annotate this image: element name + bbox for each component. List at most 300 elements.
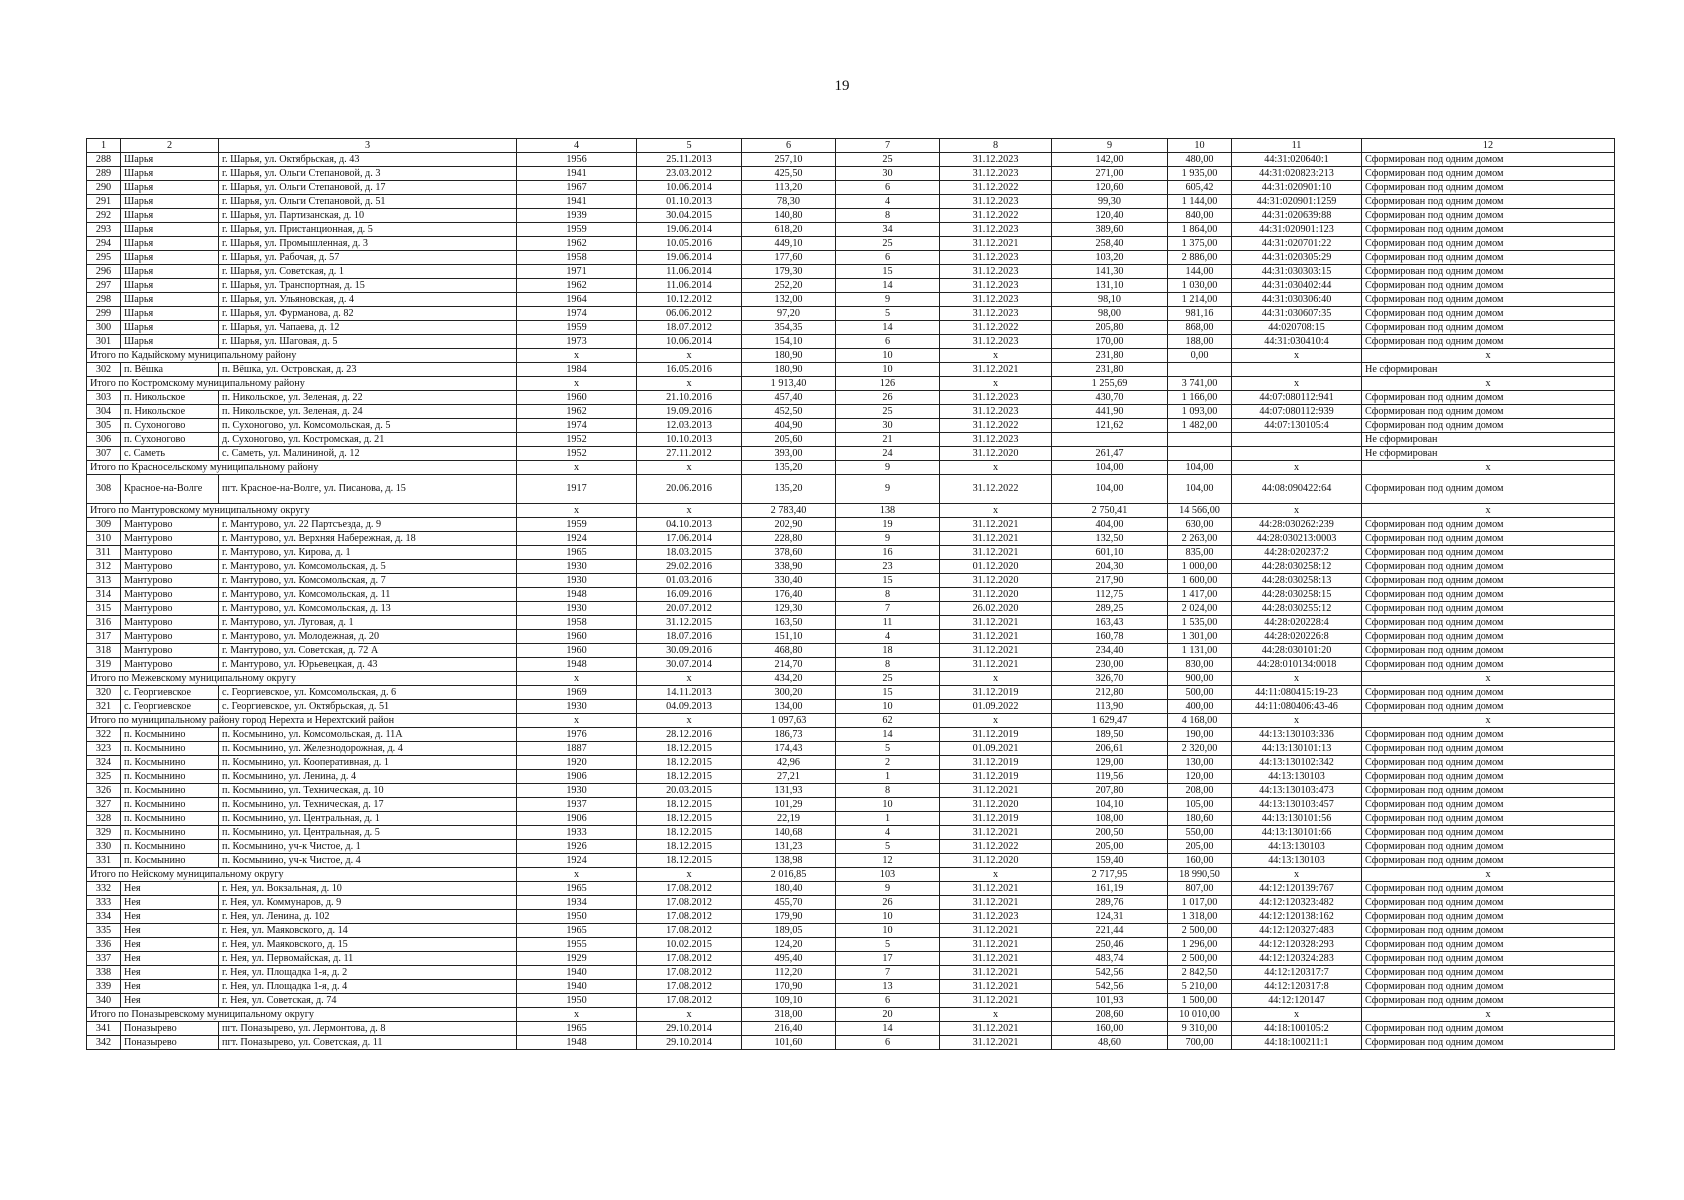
table-row: [87, 1036, 1615, 1050]
cell-recognition-date: 16.05.2016: [637, 363, 742, 377]
cell-row-number: 341: [87, 1022, 121, 1036]
table-row: [87, 938, 1615, 952]
cell-planned-date: 01.09.2021: [940, 742, 1052, 756]
cell-residents: 7: [836, 966, 940, 980]
cell-land-status: Сформирован под одним домом: [1362, 910, 1615, 924]
cell-row-number: 296: [87, 265, 121, 279]
cell-cost: [1168, 363, 1232, 377]
cell-settlement: с. Саметь: [121, 447, 219, 461]
cell-settlement: Красное-на-Волге: [121, 475, 219, 504]
housing-table-container: [86, 138, 1614, 1050]
cell-land-status: Сформирован под одним домом: [1362, 602, 1615, 616]
table-row: [87, 181, 1615, 195]
cell-planned-date: 31.12.2021: [940, 518, 1052, 532]
cell-address: п. Космынино, ул. Железнодорожная, д. 4: [219, 742, 517, 756]
cell-cost: 1 864,00: [1168, 223, 1232, 237]
cell-row-number: 304: [87, 405, 121, 419]
cell-build-year: 1930: [517, 574, 637, 588]
cell-recognition-date: 25.11.2013: [637, 153, 742, 167]
cell-planned-area: 112,75: [1052, 588, 1168, 602]
cell-cost: 1 535,00: [1168, 616, 1232, 630]
subtotal-label: Итого по Кадыйскому муниципальному району: [87, 349, 517, 363]
table-row: [87, 307, 1615, 321]
table-row: [87, 419, 1615, 433]
cell-planned-date: 31.12.2021: [940, 237, 1052, 251]
cell-cadastral-number: 44:28:030258:15: [1232, 588, 1362, 602]
cell-area: 186,73: [742, 728, 836, 742]
cell-build-year: 1958: [517, 616, 637, 630]
cell-planned-area: 113,90: [1052, 700, 1168, 714]
table-row: [87, 546, 1615, 560]
cell-recognition-date: 17.06.2014: [637, 532, 742, 546]
cell-address: г. Мантурово, ул. Советская, д. 72 А: [219, 644, 517, 658]
cell-planned-area: 98,10: [1052, 293, 1168, 307]
cell-area: 216,40: [742, 1022, 836, 1036]
cell-residents: 9: [836, 532, 940, 546]
cell-planned-area: 542,56: [1052, 980, 1168, 994]
cell-residents: 26: [836, 896, 940, 910]
cell-build-year: 1971: [517, 265, 637, 279]
table-row: [87, 475, 1615, 504]
table-row: [87, 293, 1615, 307]
cell-row-number: 318: [87, 644, 121, 658]
subtotal-cadastral-number: x: [1232, 868, 1362, 882]
cell-land-status: Сформирован под одним домом: [1362, 742, 1615, 756]
cell-cadastral-number: 44:31:020901:123: [1232, 223, 1362, 237]
cell-planned-area: 101,93: [1052, 994, 1168, 1008]
cell-planned-date: 31.12.2021: [940, 363, 1052, 377]
subtotal-land-status: x: [1362, 504, 1615, 518]
cell-area: 154,10: [742, 335, 836, 349]
table-row: [87, 700, 1615, 714]
cell-area: 140,68: [742, 826, 836, 840]
cell-residents: 9: [836, 293, 940, 307]
cell-settlement: Нея: [121, 966, 219, 980]
cell-build-year: 1906: [517, 770, 637, 784]
cell-recognition-date: 30.09.2016: [637, 644, 742, 658]
table-row: [87, 994, 1615, 1008]
cell-planned-date: 31.12.2021: [940, 826, 1052, 840]
cell-row-number: 335: [87, 924, 121, 938]
cell-address: г. Мантурово, ул. Комсомольская, д. 5: [219, 560, 517, 574]
cell-cadastral-number: 44:07:080112:941: [1232, 391, 1362, 405]
cell-planned-area: 189,50: [1052, 728, 1168, 742]
subtotal-planned-date: x: [940, 504, 1052, 518]
cell-row-number: 326: [87, 784, 121, 798]
subtotal-label: Итого по муниципальному району город Нерехта и Нерехтский район: [87, 714, 517, 728]
column-header-residents: 7: [836, 139, 940, 153]
cell-row-number: 331: [87, 854, 121, 868]
cell-row-number: 309: [87, 518, 121, 532]
subtotal-area: 434,20: [742, 672, 836, 686]
cell-address: п. Космынино, ул. Ленина, д. 4: [219, 770, 517, 784]
cell-planned-area: 120,60: [1052, 181, 1168, 195]
cell-residents: 30: [836, 419, 940, 433]
cell-row-number: 305: [87, 419, 121, 433]
cell-recognition-date: 20.06.2016: [637, 475, 742, 504]
cell-cadastral-number: 44:28:030258:12: [1232, 560, 1362, 574]
table-row: [87, 588, 1615, 602]
cell-planned-area: 289,76: [1052, 896, 1168, 910]
cell-row-number: 317: [87, 630, 121, 644]
cell-planned-area: 404,00: [1052, 518, 1168, 532]
cell-address: пгт. Поназырево, ул. Советская, д. 11: [219, 1036, 517, 1050]
cell-row-number: 339: [87, 980, 121, 994]
cell-planned-area: 261,47: [1052, 447, 1168, 461]
cell-cost: 205,00: [1168, 840, 1232, 854]
cell-land-status: Сформирован под одним домом: [1362, 966, 1615, 980]
cell-cadastral-number: 44:020708:15: [1232, 321, 1362, 335]
cell-build-year: 1964: [517, 293, 637, 307]
subtotal-label: Итого по Костромскому муниципальному району: [87, 377, 517, 391]
cell-residents: 18: [836, 644, 940, 658]
cell-land-status: Сформирован под одним домом: [1362, 209, 1615, 223]
cell-planned-date: 31.12.2023: [940, 251, 1052, 265]
cell-address: г. Нея, ул. Вокзальная, д. 10: [219, 882, 517, 896]
cell-planned-date: 31.12.2023: [940, 910, 1052, 924]
cell-cost: 105,00: [1168, 798, 1232, 812]
subtotal-area: 1 097,63: [742, 714, 836, 728]
cell-build-year: 1960: [517, 391, 637, 405]
cell-build-year: 1924: [517, 532, 637, 546]
cell-cost: 1 030,00: [1168, 279, 1232, 293]
cell-cadastral-number: 44:13:130103: [1232, 854, 1362, 868]
cell-planned-area: 99,30: [1052, 195, 1168, 209]
subtotal-cost: 18 990,50: [1168, 868, 1232, 882]
table-row: [87, 840, 1615, 854]
cell-land-status: Сформирован под одним домом: [1362, 686, 1615, 700]
cell-row-number: 301: [87, 335, 121, 349]
subtotal-build-year: x: [517, 504, 637, 518]
cell-planned-area: 221,44: [1052, 924, 1168, 938]
cell-settlement: п. Космынино: [121, 742, 219, 756]
cell-address: г. Нея, ул. Площадка 1-я, д. 4: [219, 980, 517, 994]
cell-cadastral-number: 44:11:080415:19-23: [1232, 686, 1362, 700]
cell-settlement: Нея: [121, 994, 219, 1008]
cell-cadastral-number: 44:07:080112:939: [1232, 405, 1362, 419]
cell-cost: 9 310,00: [1168, 1022, 1232, 1036]
cell-area: 151,10: [742, 630, 836, 644]
cell-planned-date: 31.12.2021: [940, 938, 1052, 952]
subtotal-recognition-date: x: [637, 1008, 742, 1022]
cell-settlement: Мантурово: [121, 602, 219, 616]
cell-address: г. Шарья, ул. Фурманова, д. 82: [219, 307, 517, 321]
cell-land-status: Не сформирован: [1362, 447, 1615, 461]
cell-planned-date: 31.12.2023: [940, 307, 1052, 321]
cell-cadastral-number: 44:07:130105:4: [1232, 419, 1362, 433]
cell-area: 425,50: [742, 167, 836, 181]
cell-residents: 24: [836, 447, 940, 461]
cell-land-status: Сформирован под одним домом: [1362, 924, 1615, 938]
table-row: [87, 153, 1615, 167]
cell-address: п. Вёшка, ул. Островская, д. 23: [219, 363, 517, 377]
cell-land-status: Не сформирован: [1362, 433, 1615, 447]
cell-address: пгт. Красное-на-Волге, ул. Писанова, д. 15: [219, 475, 517, 504]
cell-address: г. Шарья, ул. Транспортная, д. 15: [219, 279, 517, 293]
cell-residents: 25: [836, 237, 940, 251]
cell-area: 42,96: [742, 756, 836, 770]
cell-planned-date: 31.12.2023: [940, 433, 1052, 447]
subtotal-planned-area: 104,00: [1052, 461, 1168, 475]
cell-row-number: 322: [87, 728, 121, 742]
cell-residents: 21: [836, 433, 940, 447]
table-row: [87, 770, 1615, 784]
cell-build-year: 1941: [517, 195, 637, 209]
cell-planned-date: 31.12.2023: [940, 391, 1052, 405]
cell-row-number: 338: [87, 966, 121, 980]
cell-land-status: Сформирован под одним домом: [1362, 546, 1615, 560]
subtotal-land-status: x: [1362, 1008, 1615, 1022]
subtotal-residents: 10: [836, 349, 940, 363]
cell-recognition-date: 27.11.2012: [637, 447, 742, 461]
cell-settlement: п. Сухоногово: [121, 419, 219, 433]
cell-land-status: Сформирован под одним домом: [1362, 896, 1615, 910]
cell-cadastral-number: 44:12:120323:482: [1232, 896, 1362, 910]
cell-cadastral-number: 44:31:020901:10: [1232, 181, 1362, 195]
cell-address: с. Саметь, ул. Малининой, д. 12: [219, 447, 517, 461]
table-row: [87, 798, 1615, 812]
cell-settlement: п. Космынино: [121, 770, 219, 784]
cell-area: 177,60: [742, 251, 836, 265]
cell-settlement: Мантурово: [121, 560, 219, 574]
cell-planned-date: 31.12.2022: [940, 209, 1052, 223]
cell-area: 131,23: [742, 840, 836, 854]
cell-planned-area: 250,46: [1052, 938, 1168, 952]
subtotal-cost: 10 010,00: [1168, 1008, 1232, 1022]
cell-row-number: 316: [87, 616, 121, 630]
cell-land-status: Сформирован под одним домом: [1362, 419, 1615, 433]
cell-cost: 2 263,00: [1168, 532, 1232, 546]
cell-cadastral-number: 44:31:020639:88: [1232, 209, 1362, 223]
cell-address: с. Георгиевское, ул. Комсомольская, д. 6: [219, 686, 517, 700]
cell-residents: 6: [836, 994, 940, 1008]
cell-build-year: 1939: [517, 209, 637, 223]
cell-land-status: Сформирован под одним домом: [1362, 938, 1615, 952]
subtotal-recognition-date: x: [637, 377, 742, 391]
cell-build-year: 1959: [517, 223, 637, 237]
cell-planned-date: 31.12.2020: [940, 588, 1052, 602]
cell-area: 138,98: [742, 854, 836, 868]
cell-planned-date: 31.12.2023: [940, 279, 1052, 293]
cell-address: п. Никольское, ул. Зеленая, д. 22: [219, 391, 517, 405]
cell-planned-date: 31.12.2023: [940, 335, 1052, 349]
cell-cost: 1 144,00: [1168, 195, 1232, 209]
cell-row-number: 325: [87, 770, 121, 784]
cell-land-status: Сформирован под одним домом: [1362, 574, 1615, 588]
subtotal-land-status: x: [1362, 349, 1615, 363]
cell-build-year: 1960: [517, 630, 637, 644]
cell-cost: 2 886,00: [1168, 251, 1232, 265]
cell-row-number: 323: [87, 742, 121, 756]
cell-build-year: 1976: [517, 728, 637, 742]
cell-recognition-date: 20.07.2012: [637, 602, 742, 616]
cell-recognition-date: 18.07.2016: [637, 630, 742, 644]
cell-build-year: 1929: [517, 952, 637, 966]
subtotal-row: [87, 504, 1615, 518]
cell-row-number: 320: [87, 686, 121, 700]
cell-address: г. Мантурово, ул. Комсомольская, д. 7: [219, 574, 517, 588]
cell-row-number: 300: [87, 321, 121, 335]
cell-planned-area: 132,50: [1052, 532, 1168, 546]
table-row: [87, 686, 1615, 700]
subtotal-cadastral-number: x: [1232, 349, 1362, 363]
cell-cost: 1 935,00: [1168, 167, 1232, 181]
cell-recognition-date: 12.03.2013: [637, 419, 742, 433]
cell-row-number: 313: [87, 574, 121, 588]
table-body: [87, 153, 1615, 1050]
cell-cost: 1 093,00: [1168, 405, 1232, 419]
column-header-land-status: 12: [1362, 139, 1615, 153]
cell-cost: 2 500,00: [1168, 924, 1232, 938]
cell-land-status: Не сформирован: [1362, 363, 1615, 377]
cell-land-status: Сформирован под одним домом: [1362, 279, 1615, 293]
subtotal-planned-date: x: [940, 868, 1052, 882]
cell-planned-area: 121,62: [1052, 419, 1168, 433]
cell-settlement: Мантурово: [121, 588, 219, 602]
cell-build-year: 1933: [517, 826, 637, 840]
cell-planned-date: 26.02.2020: [940, 602, 1052, 616]
cell-planned-date: 31.12.2020: [940, 798, 1052, 812]
cell-cadastral-number: 44:13:130103:336: [1232, 728, 1362, 742]
cell-cadastral-number: 44:28:030101:20: [1232, 644, 1362, 658]
cell-settlement: Шарья: [121, 153, 219, 167]
cell-address: г. Шарья, ул. Советская, д. 1: [219, 265, 517, 279]
table-row: [87, 560, 1615, 574]
subtotal-row: [87, 1008, 1615, 1022]
cell-residents: 23: [836, 560, 940, 574]
subtotal-land-status: x: [1362, 377, 1615, 391]
cell-residents: 15: [836, 265, 940, 279]
subtotal-row: [87, 868, 1615, 882]
table-row: [87, 896, 1615, 910]
subtotal-planned-area: 2 717,95: [1052, 868, 1168, 882]
cell-cadastral-number: [1232, 447, 1362, 461]
cell-recognition-date: 21.10.2016: [637, 391, 742, 405]
table-row: [87, 391, 1615, 405]
cell-recognition-date: 04.09.2013: [637, 700, 742, 714]
cell-cost: 1 214,00: [1168, 293, 1232, 307]
cell-cadastral-number: 44:12:120328:293: [1232, 938, 1362, 952]
cell-land-status: Сформирован под одним домом: [1362, 265, 1615, 279]
cell-build-year: 1956: [517, 153, 637, 167]
cell-residents: 12: [836, 854, 940, 868]
cell-settlement: Мантурово: [121, 574, 219, 588]
subtotal-land-status: x: [1362, 714, 1615, 728]
cell-settlement: Шарья: [121, 181, 219, 195]
cell-area: 404,90: [742, 419, 836, 433]
cell-recognition-date: 17.08.2012: [637, 924, 742, 938]
cell-settlement: Шарья: [121, 195, 219, 209]
cell-recognition-date: 17.08.2012: [637, 882, 742, 896]
cell-residents: 1: [836, 770, 940, 784]
cell-planned-area: 204,30: [1052, 560, 1168, 574]
table-row: [87, 910, 1615, 924]
cell-cost: 807,00: [1168, 882, 1232, 896]
cell-cadastral-number: 44:31:020305:29: [1232, 251, 1362, 265]
cell-area: 330,40: [742, 574, 836, 588]
cell-area: 78,30: [742, 195, 836, 209]
cell-residents: 14: [836, 1022, 940, 1036]
table-row: [87, 784, 1615, 798]
cell-planned-area: 170,00: [1052, 335, 1168, 349]
cell-land-status: Сформирован под одним домом: [1362, 854, 1615, 868]
cell-row-number: 306: [87, 433, 121, 447]
cell-planned-area: 120,40: [1052, 209, 1168, 223]
cell-recognition-date: 10.05.2016: [637, 237, 742, 251]
cell-cost: 180,60: [1168, 812, 1232, 826]
cell-land-status: Сформирован под одним домом: [1362, 700, 1615, 714]
cell-land-status: Сформирован под одним домом: [1362, 980, 1615, 994]
cell-recognition-date: 18.12.2015: [637, 812, 742, 826]
cell-land-status: Сформирован под одним домом: [1362, 181, 1615, 195]
cell-recognition-date: 18.12.2015: [637, 840, 742, 854]
cell-residents: 11: [836, 616, 940, 630]
cell-settlement: Поназырево: [121, 1022, 219, 1036]
subtotal-planned-date: x: [940, 377, 1052, 391]
cell-planned-date: 31.12.2023: [940, 265, 1052, 279]
cell-build-year: 1937: [517, 798, 637, 812]
cell-area: 163,50: [742, 616, 836, 630]
cell-cost: 160,00: [1168, 854, 1232, 868]
subtotal-area: 2 783,40: [742, 504, 836, 518]
cell-planned-date: 31.12.2023: [940, 223, 1052, 237]
cell-address: г. Нея, ул. Советская, д. 74: [219, 994, 517, 1008]
cell-residents: 10: [836, 910, 940, 924]
cell-recognition-date: 28.12.2016: [637, 728, 742, 742]
cell-cost: 2 024,00: [1168, 602, 1232, 616]
cell-cost: 981,16: [1168, 307, 1232, 321]
cell-row-number: 307: [87, 447, 121, 461]
cell-planned-date: 31.12.2021: [940, 1036, 1052, 1050]
table-row: [87, 321, 1615, 335]
cell-build-year: 1950: [517, 910, 637, 924]
cell-residents: 5: [836, 938, 940, 952]
subtotal-planned-area: 2 750,41: [1052, 504, 1168, 518]
cell-cost: 400,00: [1168, 700, 1232, 714]
cell-residents: 6: [836, 1036, 940, 1050]
cell-area: 257,10: [742, 153, 836, 167]
subtotal-planned-date: x: [940, 461, 1052, 475]
subtotal-label: Итого по Красносельскому муниципальному району: [87, 461, 517, 475]
column-header-cost: 10: [1168, 139, 1232, 153]
cell-cadastral-number: 44:31:020823:213: [1232, 167, 1362, 181]
cell-cadastral-number: 44:28:020237:2: [1232, 546, 1362, 560]
cell-cost: 2 842,50: [1168, 966, 1232, 980]
cell-cost: 130,00: [1168, 756, 1232, 770]
cell-address: г. Нея, ул. Маяковского, д. 15: [219, 938, 517, 952]
cell-recognition-date: 18.12.2015: [637, 826, 742, 840]
cell-area: 113,20: [742, 181, 836, 195]
cell-cadastral-number: 44:12:120317:7: [1232, 966, 1362, 980]
cell-settlement: Мантурово: [121, 658, 219, 672]
cell-cost: 500,00: [1168, 686, 1232, 700]
cell-planned-date: 31.12.2021: [940, 630, 1052, 644]
cell-build-year: 1948: [517, 658, 637, 672]
cell-build-year: 1974: [517, 419, 637, 433]
table-row: [87, 854, 1615, 868]
cell-settlement: п. Космынино: [121, 798, 219, 812]
cell-cost: 830,00: [1168, 658, 1232, 672]
subtotal-cost: 900,00: [1168, 672, 1232, 686]
cell-build-year: 1959: [517, 321, 637, 335]
cell-planned-area: 441,90: [1052, 405, 1168, 419]
cell-build-year: 1960: [517, 644, 637, 658]
cell-area: 131,93: [742, 784, 836, 798]
subtotal-cadastral-number: x: [1232, 377, 1362, 391]
cell-recognition-date: 19.09.2016: [637, 405, 742, 419]
cell-settlement: Поназырево: [121, 1036, 219, 1050]
cell-address: г. Мантурово, ул. 22 Партсъезда, д. 9: [219, 518, 517, 532]
